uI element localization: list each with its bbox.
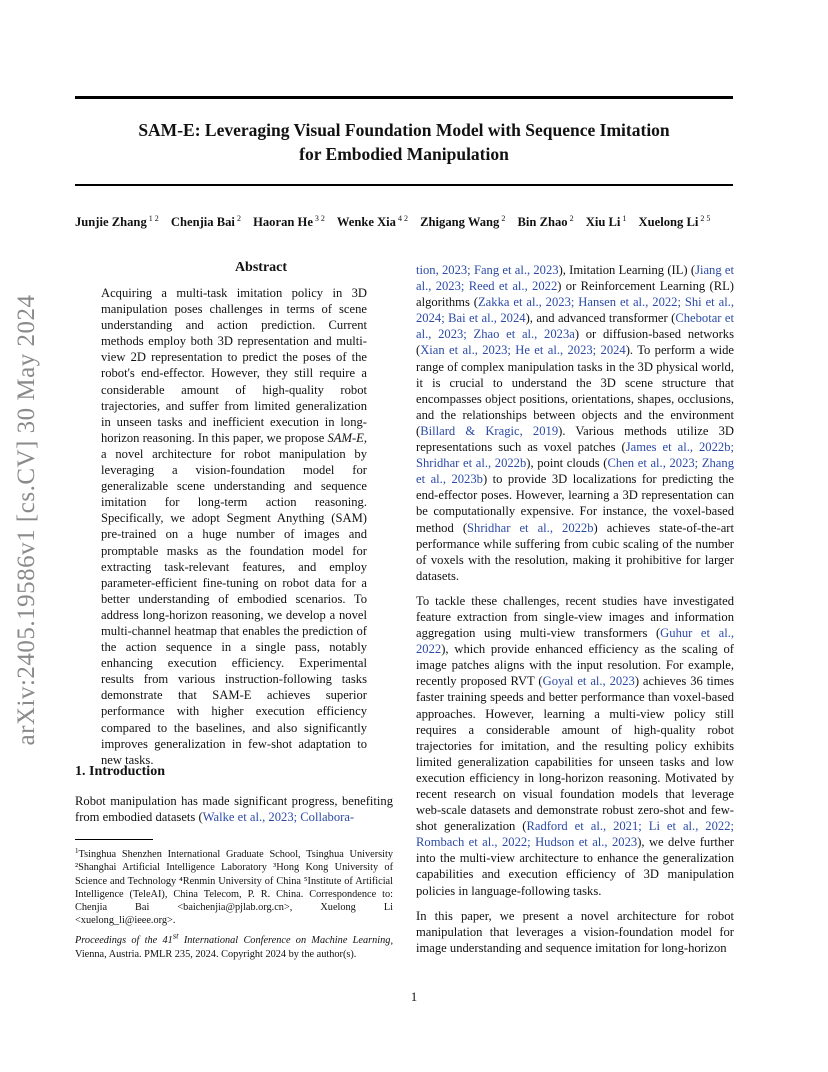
citation-link[interactable]: Jiang et al., 2023; Reed et al., 2022 bbox=[416, 263, 734, 294]
paragraph-text: ), Imitation Learning (IL) ( bbox=[558, 263, 696, 277]
paragraph bbox=[416, 593, 734, 899]
citation-link[interactable]: James et al., 2022b; Shridhar et al., 2022b bbox=[416, 440, 734, 471]
author bbox=[518, 215, 574, 229]
paragraph-text: ) achieves 36 times faster training speeds and better performance than voxel-based approaches. However, learning a multi-view policy still requires a considerable amount of high-quality robot trajectories for imitation, and the resulting policy exhibits limited generalization capabilities for unseen tasks and low execution efficiency in long-horizon reasoning. Motivated by recent research on visual foundation models that leverage web-scale datasets and demonstrate robust zero-shot and few-shot generalization ( bbox=[416, 674, 734, 834]
paragraph-text: ) achieves state-of-the-art performance while suffering from cubic scaling of the number of voxels with the resolution, making it prohibitive for larger datasets. bbox=[416, 520, 735, 583]
paragraph-text: ), we delve further into the multi-view architecture to enhance the generalization capabilities and execution efficiency of 3D manipulation policies in language-following tasks. bbox=[416, 835, 734, 898]
citation-link[interactable]: Shridhar et al., 2022b bbox=[467, 520, 594, 535]
affiliation-footnote bbox=[75, 845, 393, 928]
author-affiliation: 4 2 bbox=[397, 214, 408, 223]
author-name: Xiu Li bbox=[585, 215, 621, 229]
author-name: Haoran He bbox=[253, 215, 313, 229]
paragraph-text: ) or diffusion-based networks ( bbox=[416, 327, 734, 358]
paragraph-text: In this paper, we present a novel architecture for robot manipulation that leverages a vision-foundation model for image understanding and sequence imitation for long-horizon bbox=[416, 908, 734, 955]
author-name: Chenjia Bai bbox=[170, 215, 235, 229]
author-name: Wenke Xia bbox=[336, 215, 396, 229]
page-number: 1 bbox=[410, 990, 418, 1004]
author bbox=[337, 215, 408, 229]
introduction-text-part: Robot manipulation has made significant progress, benefiting from embodied datasets ( bbox=[75, 794, 393, 825]
right-column bbox=[416, 262, 734, 956]
paragraph bbox=[416, 262, 734, 584]
author-affiliation: 1 bbox=[622, 214, 627, 223]
paper-title bbox=[75, 118, 733, 166]
paragraph bbox=[416, 908, 734, 956]
citation-link[interactable]: Goyal et al., 2023 bbox=[542, 674, 635, 689]
citation-link[interactable]: Billard & Kragic, 2019 bbox=[420, 423, 559, 438]
arxiv-sidebar bbox=[10, 275, 44, 765]
paragraph-text: ) or Reinforcement Learning (RL) algorithms ( bbox=[416, 279, 735, 310]
citation-link[interactable]: Zakka et al., 2023; Hansen et al., 2022; Shi et al., 2024; Bai et al., 2024 bbox=[416, 295, 734, 326]
paper-title-line-2: for Embodied Manipulation bbox=[299, 144, 509, 164]
author bbox=[75, 215, 159, 229]
citation-link[interactable]: Chen et al., 2023; Zhang et al., 2023b bbox=[416, 456, 734, 487]
author-name: Zhigang Wang bbox=[420, 215, 500, 229]
introduction-heading: 1. Introduction bbox=[75, 764, 165, 779]
author-name: Xuelong Li bbox=[638, 215, 699, 229]
paragraph-text: ), and advanced transformer ( bbox=[525, 311, 676, 326]
author bbox=[586, 215, 627, 229]
abstract-text-part: , a novel architecture for robot manipulation by leveraging a vision-foundation model for generalizable scene understanding and sequence imitation for long-term action reasoning. Specifically, we adopt Segment Anything (SAM) pre-trained on a huge number of images and promptable masks as the foundation model for extracting task-relevant features, and employ parameter-efficient fine-tuning on robot data for a better understanding of embodied scenarios. To address long-horizon reasoning, we develop a novel multi-channel heatmap that enables the prediction of the action sequence in a single pass, notably enhancing execution efficiency. Experimental results from various instruction-following tasks demonstrate that SAM-E achieves superior performance with higher execution efficiency compared to the baselines, and also significantly improves generalization in few-shot adaptation to new tasks. bbox=[101, 430, 368, 767]
author-affiliation: 2 bbox=[569, 214, 574, 223]
proceedings-text: International Conference on Machine Learning bbox=[178, 935, 391, 947]
citation-link[interactable]: Xian et al., 2023; He et al., 2023; 2024 bbox=[420, 343, 626, 358]
citation-link[interactable]: Radford et al., 2021; Li et al., 2022; Rombach et al., 2022; Hudson et al., 2023 bbox=[416, 819, 734, 850]
citation-link[interactable]: tion, 2023; Fang et al., 2023 bbox=[416, 263, 559, 277]
arxiv-identifier: arXiv:2405.19586v1 [cs.CV] 30 May 2024 bbox=[13, 294, 40, 746]
citation-link[interactable]: Guhur et al., 2022 bbox=[416, 626, 734, 657]
footnote-rule bbox=[75, 839, 153, 840]
author-name: Junjie Zhang bbox=[75, 215, 147, 229]
title-bottom-rule bbox=[75, 184, 733, 186]
author-list bbox=[75, 214, 755, 230]
abstract-method-name: SAM-E bbox=[327, 430, 364, 445]
paragraph-text: To tackle these challenges, recent studies have investigated feature extraction from single-view images and information aggregation using multi-view transformers ( bbox=[416, 593, 734, 641]
abstract-heading: Abstract bbox=[234, 260, 288, 275]
proceedings-text: , Vienna, Austria. PMLR 235, 2024. Copyright 2024 by the author(s). bbox=[75, 935, 394, 960]
title-top-rule bbox=[75, 96, 733, 99]
citation-link[interactable]: Walke et al., 2023; Collabora- bbox=[202, 810, 355, 825]
proceedings-text: Proceedings of the bbox=[75, 935, 163, 947]
abstract-text-part: Acquiring a multi-task imitation policy in 3D manipulation poses challenges in terms of scene understanding and action prediction. Current methods employ both 3D representation and multi-view 2D representation to predict the poses of the robot's end-effector. However, they still require a considerable amount of high-quality robot trajectories, and suffer from limited generalization in unseen tasks and inefficient execution in long-horizon reasoning. In this paper, we propose bbox=[101, 286, 367, 445]
proceedings-note bbox=[75, 930, 393, 961]
introduction-text bbox=[75, 793, 393, 825]
proceedings-text: 41 bbox=[162, 935, 173, 947]
footnote-text: Tsinghua Shenzhen International Graduate School, Tsinghua University ²Shanghai Artificial Intelligence Laboratory ³Hong Kong University of Science and Technology ⁴Renmin University of China ⁵Institute of Artificial Intelligence (TeleAI), China Telecom, P. R. China. Correspondence to: Chenjia Bai <baichenjia@pjlab.org.cn>, Xuelong Li <xuelong_li@ieee.org>. bbox=[75, 849, 393, 927]
author-affiliation: 2 bbox=[501, 214, 506, 223]
footnote-mark: 1 bbox=[75, 847, 79, 855]
author-affiliation: 2 5 bbox=[700, 214, 711, 223]
proceedings-text: st bbox=[172, 931, 179, 941]
citation-link[interactable]: Chebotar et al., 2023; Zhao et al., 2023a bbox=[416, 311, 734, 342]
author-affiliation: 1 2 bbox=[148, 214, 159, 223]
paragraph-text: ). Various methods utilize 3D representations such as voxel patches ( bbox=[416, 423, 734, 455]
paper-title-line-1: SAM-E: Leveraging Visual Foundation Model with Sequence Imitation bbox=[138, 120, 670, 140]
author bbox=[253, 215, 325, 229]
paragraph-text: ) to provide 3D localizations for predicting the end-effector poses. However, learning a 3D representation can be computationally expensive. For instance, the voxel-based method ( bbox=[416, 472, 734, 535]
paragraph-text: ). To perform a wide range of complex manipulation tasks in the 3D physical world, it is crucial to understand the 3D scene structure that encompasses object positions, orientations, shapes, occlusions, and the relationships between objects and the environment ( bbox=[416, 343, 734, 438]
author-name: Bin Zhao bbox=[517, 215, 568, 229]
author-affiliation: 3 2 bbox=[314, 214, 325, 223]
abstract-text bbox=[101, 285, 367, 768]
paragraph-text: ), point clouds ( bbox=[526, 456, 608, 471]
paragraph-text: ), which provide enhanced efficiency as the scaling of image patches aligns with the input resolution. For example, recently proposed RVT ( bbox=[416, 642, 734, 689]
author bbox=[639, 215, 711, 229]
author-affiliation: 2 bbox=[236, 214, 241, 223]
author bbox=[420, 215, 505, 229]
author bbox=[171, 215, 241, 229]
